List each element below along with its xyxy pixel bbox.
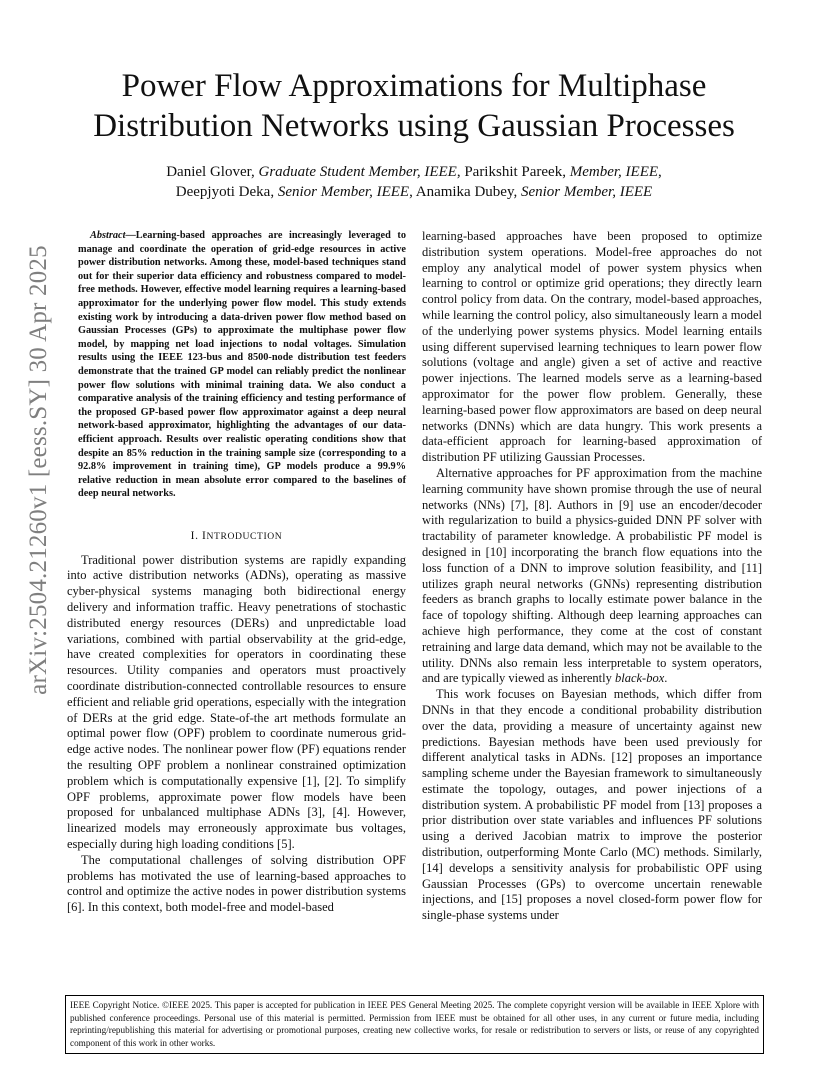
paper-title-line-2: Distribution Networks using Gaussian Processes	[93, 108, 735, 144]
copyright-notice-text: IEEE Copyright Notice. ©IEEE 2025. This paper is accepted for publication in IEEE PES General Meeting 2025. The complete copyright version will be available in IEEE Xplore with published conference proceedings. Personal use of this material is permitted. Permission from IEEE must be obtained for all other uses, in any current or future media, including reprinting/republishing this material for advertising or promotional purposes, creating new collective works, for resale or redistribution to servers or lists, or reuse of any copyrighted component of this work in other works.	[70, 1000, 759, 1048]
author-2-name: , Parikshit Pareek,	[456, 164, 570, 180]
author-4-name: , Anamika Dubey,	[409, 184, 521, 200]
copyright-notice-box	[65, 995, 764, 1054]
abstract-label: Abstract	[90, 230, 126, 241]
author-line-1	[70, 162, 758, 182]
author-1-role: Graduate Student Member, IEEE	[258, 164, 457, 180]
author-1-name: Daniel Glover,	[166, 164, 259, 180]
intro-paragraph-2: The computational challenges of solving distribution OPF problems has motivated the use of learning-based approaches to control and optimize the active nodes in power distribution systems [6]. In this context, both model-free and model-based	[67, 852, 406, 915]
intro-paragraph-4	[422, 466, 762, 687]
black-box-term: black-box	[614, 671, 665, 686]
author-4-role: Senior Member, IEEE	[520, 184, 653, 200]
intro-paragraph-3: learning-based approaches have been proposed to optimize distribution system operations. Model-free approaches do not employ any analytical model of power system physics when learning to control or optimize grid operations; they directly learn control policy from data. On the contrary, model-based approaches, while learning the control policy, also simultaneously learn a model of the underlying power systems physics. Model learning entails using different supervised learning techniques to learn power flow solutions (voltage and angle) given a set of active and reactive power injections. The learned models serve as a learning-based approximator for the power flow problem. Generally, these learning-based power flow approximators are based on deep neural networks (DNNs) which are data hungry. This work presents a data-efficient approach for learning-based approximation of distribution PF utilizing Gaussian Processes.	[422, 229, 762, 465]
author-2-end: ,	[658, 164, 662, 180]
intro-paragraph-4-text: Alternative approaches for PF approximation from the machine learning community have shown promise through the use of neural networks (NNs) [7], [8]. Authors in [9] use an encoder/decoder with regularization to build a physics-guided DNN PF solver with tractability of parameter knowledge. A probabilistic PF model is designed in [10] incorporating the branch flow equations into the loss function of a DNN to improve solution feasibility, and [11] utilizes graph neural networks (GNNs) representing distribution feeders as branch graphs to locally estimate power balance in the face of topology shifting. Although deep learning approaches can achieve high performance, they come at the cost of constant retraining and large data demand, which may not be available to the utility. DNNs also remain less interpretable to system operators, and are typically viewed as inherently	[422, 465, 762, 686]
arxiv-identifier-text: arXiv:2504.21260v1 [eess.SY] 30 Apr 2025	[25, 245, 53, 695]
author-3-name: Deepjyoti Deka,	[175, 184, 278, 200]
paper-title-line-1: Power Flow Approximations for Multiphase	[121, 68, 707, 104]
left-column	[67, 229, 406, 916]
abstract	[78, 229, 406, 501]
section-heading-numeral: I. I	[190, 529, 207, 542]
abstract-text: —Learning-based approaches are increasingly leveraged to manage and coordinate the operation of grid-edge resources in active power distribution networks. Among these, model-based techniques stand out for their superior data efficiency and robustness compared to model-free methods. However, effective model learning requires a learning-based approximator for the underlying power flow model. This study extends existing work by introducing a data-driven power flow method based on Gaussian Processes (GPs) to approximate the multiphase power flow model, by mapping net load injections to nodal voltages. Simulation results using the IEEE 123-bus and 8500-node distribution test feeders demonstrate that the trained GP model can reliably predict the nonlinear power flow solutions with minimal training data. We also conduct a comparative analysis of the training efficiency and testing performance of the proposed GP-based power flow approximator against a deep neural network-based approximator, highlighting the advantages of our data-efficient approach. Results over realistic operating conditions show that despite an 85% reduction in the training sample size (corresponding to a 92.8% improvement in training time), GP models produce a 99.9% relative reduction in mean absolute error compared to the baselines of deep neural networks.	[78, 230, 406, 500]
section-heading-introduction	[67, 529, 406, 545]
intro-paragraph-5: This work focuses on Bayesian methods, which differ from DNNs in that they encode a conditional probability distribution over the data, providing a measure of uncertainty against new predictions. Bayesian methods have been used previously for different analytical tasks in ADNs. [12] proposes an importance sampling scheme under the Bayesian framework to simultaneously estimate the topology, outages, and power injections of a distribution system. A probabilistic PF model from [13] proposes a prior distribution over state variables and influences PF solutions using a derived Jacobian matrix to improve the posterior distribution, outperforming Monte Carlo (MC) methods. Similarly, [14] develops a sensitivity analysis for probabilistic OPF using Gaussian Processes (GPs) to overcome uncertain renewable injections, and [15] proposes a novel closed-form power flow for single-phase systems under	[422, 687, 762, 923]
author-list	[70, 162, 758, 202]
author-2-role: Member, IEEE	[569, 164, 659, 180]
paper-title	[70, 66, 758, 146]
arxiv-identifier-stamp	[14, 245, 64, 695]
author-line-2	[70, 182, 758, 202]
section-heading-rest: NTRODUCTION	[206, 530, 283, 542]
intro-paragraph-4-end: .	[664, 671, 668, 686]
author-3-role: Senior Member, IEEE	[277, 184, 410, 200]
right-column	[422, 229, 762, 924]
intro-paragraph-1: Traditional power distribution systems are rapidly expanding into active distribution networks (ADNs), operating as massive cyber-physical systems managing both bidirectional energy delivery and information traffic. Heavy penetrations of stochastic distributed energy resources (DERs) and unpredictable load variations, combined with partial observability at the grid-edge, have created complexities for operators in coordinating these resources. Utility companies and operators must proactively coordinate distribution-connected controllable resources to ensure efficient and reliable grid operations, especially with the integration of DERs at the grid edge. State-of-the art methods formulate an optimal power flow (OPF) problem to coordinate numerous grid-edge active nodes. The nonlinear power flow (PF) equations render the resulting OPF problem a nonlinear constrained optimization problem which is computationally expensive [1], [2]. To simplify OPF problems, approximate power flow models have been proposed for unbalanced multiphase ADNs [3], [4]. However, linearized models may erroneously approximate bus voltages, especially during high loading conditions [5].	[67, 552, 406, 852]
